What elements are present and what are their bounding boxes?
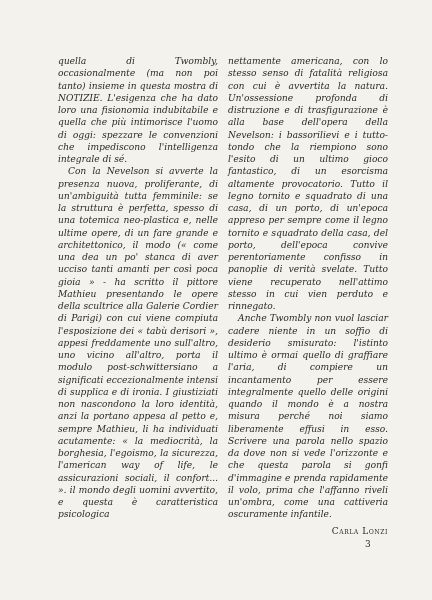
page-number: 3 xyxy=(365,540,371,550)
paragraph: nettamente americana, con lo stesso senso di fatalità religiosa con cui è avvertita la natura. Un'ossessione profonda di distruzione e di trasfigurazione è alla base dell'opera della Nevelson: i bassorilievi e i tutto-tondo che la riempiono sono l'esito di un ultimo gioco fantastico, di un esorcisma altamente provocatorio. Tutto il legno tornito e squadrato di una casa, di un porto, di un'epoca appreso per sempre come il legno tornito e squadrato della casa, del porto, dell'epoca convive perentoriamente confisso in panoplie di verità svelate. Tutto viene recuperato nell'attimo stesso in cui vien perduto e rinnegato. xyxy=(228,57,388,312)
paragraph: Anche Twombly non vuol lasciar cadere niente in un soffio di desiderio smisurato: l'istinto ultimo è ormai quello di graffiare l'aria, di compiere un incantamento per essere integralmente quello delle origini quando il mondo è a nostra misura perché noi siamo liberamente effusi in esso. Scrivere una parola nello spazio da dove non si vede l'orizzonte e che questa parola si gonfi d'immagine e prenda rapidamente il volo, prima che l'affanno riveli un'ombra, come una cattiveria oscuramente infantile. xyxy=(228,314,388,521)
author-signature: Carla Lonzi xyxy=(331,526,388,537)
paragraph: quella di Twombly, occasionalmente (ma non poi tanto) insieme in questa mostra di NOTIZIE. L'esigenza che ha dato loro una fisionomia indubitabile e quella che più intimorisce l'uomo di oggi: spezzare le convenzioni che impediscono l'intelligenza integrale di sé. xyxy=(58,57,218,165)
paragraph: Con la Nevelson si avverte la presenza nuova, proliferante, di un'ambiguità tutta femminile: se la struttura è perfetta, spesso di una totemica neo-plastica e, nelle ultime opere, di un fare grande e architettonico, il modo (« come una dea un po' stanca di aver ucciso tanti amanti per così poca gioia » - ha scritto il pittore Mathieu presentando le opere della scultrice alla Galerie Cordier di Parigi) con cui viene compiuta l'esposizione dei « tabù derisori », appesi freddamente uno sull'altro, uno vicino all'altro, porta il modulo post-schwittersiano a significati eccezionalmente intensi di supplica e di ironia. I giustiziati non nascondono la loro identità, anzi la portano appesa al petto e, sempre Mathieu, li ha individuati acutamente: « la mediocrità, la borghesia, l'egoismo, la sicurezza, l'american way of life, le assicurazioni sociali, il confort... ». il mondo degli uomini avvertito, e questa è caratteristica psicologica xyxy=(58,167,218,521)
text-column-right xyxy=(228,56,388,538)
text-column-left xyxy=(58,56,218,522)
